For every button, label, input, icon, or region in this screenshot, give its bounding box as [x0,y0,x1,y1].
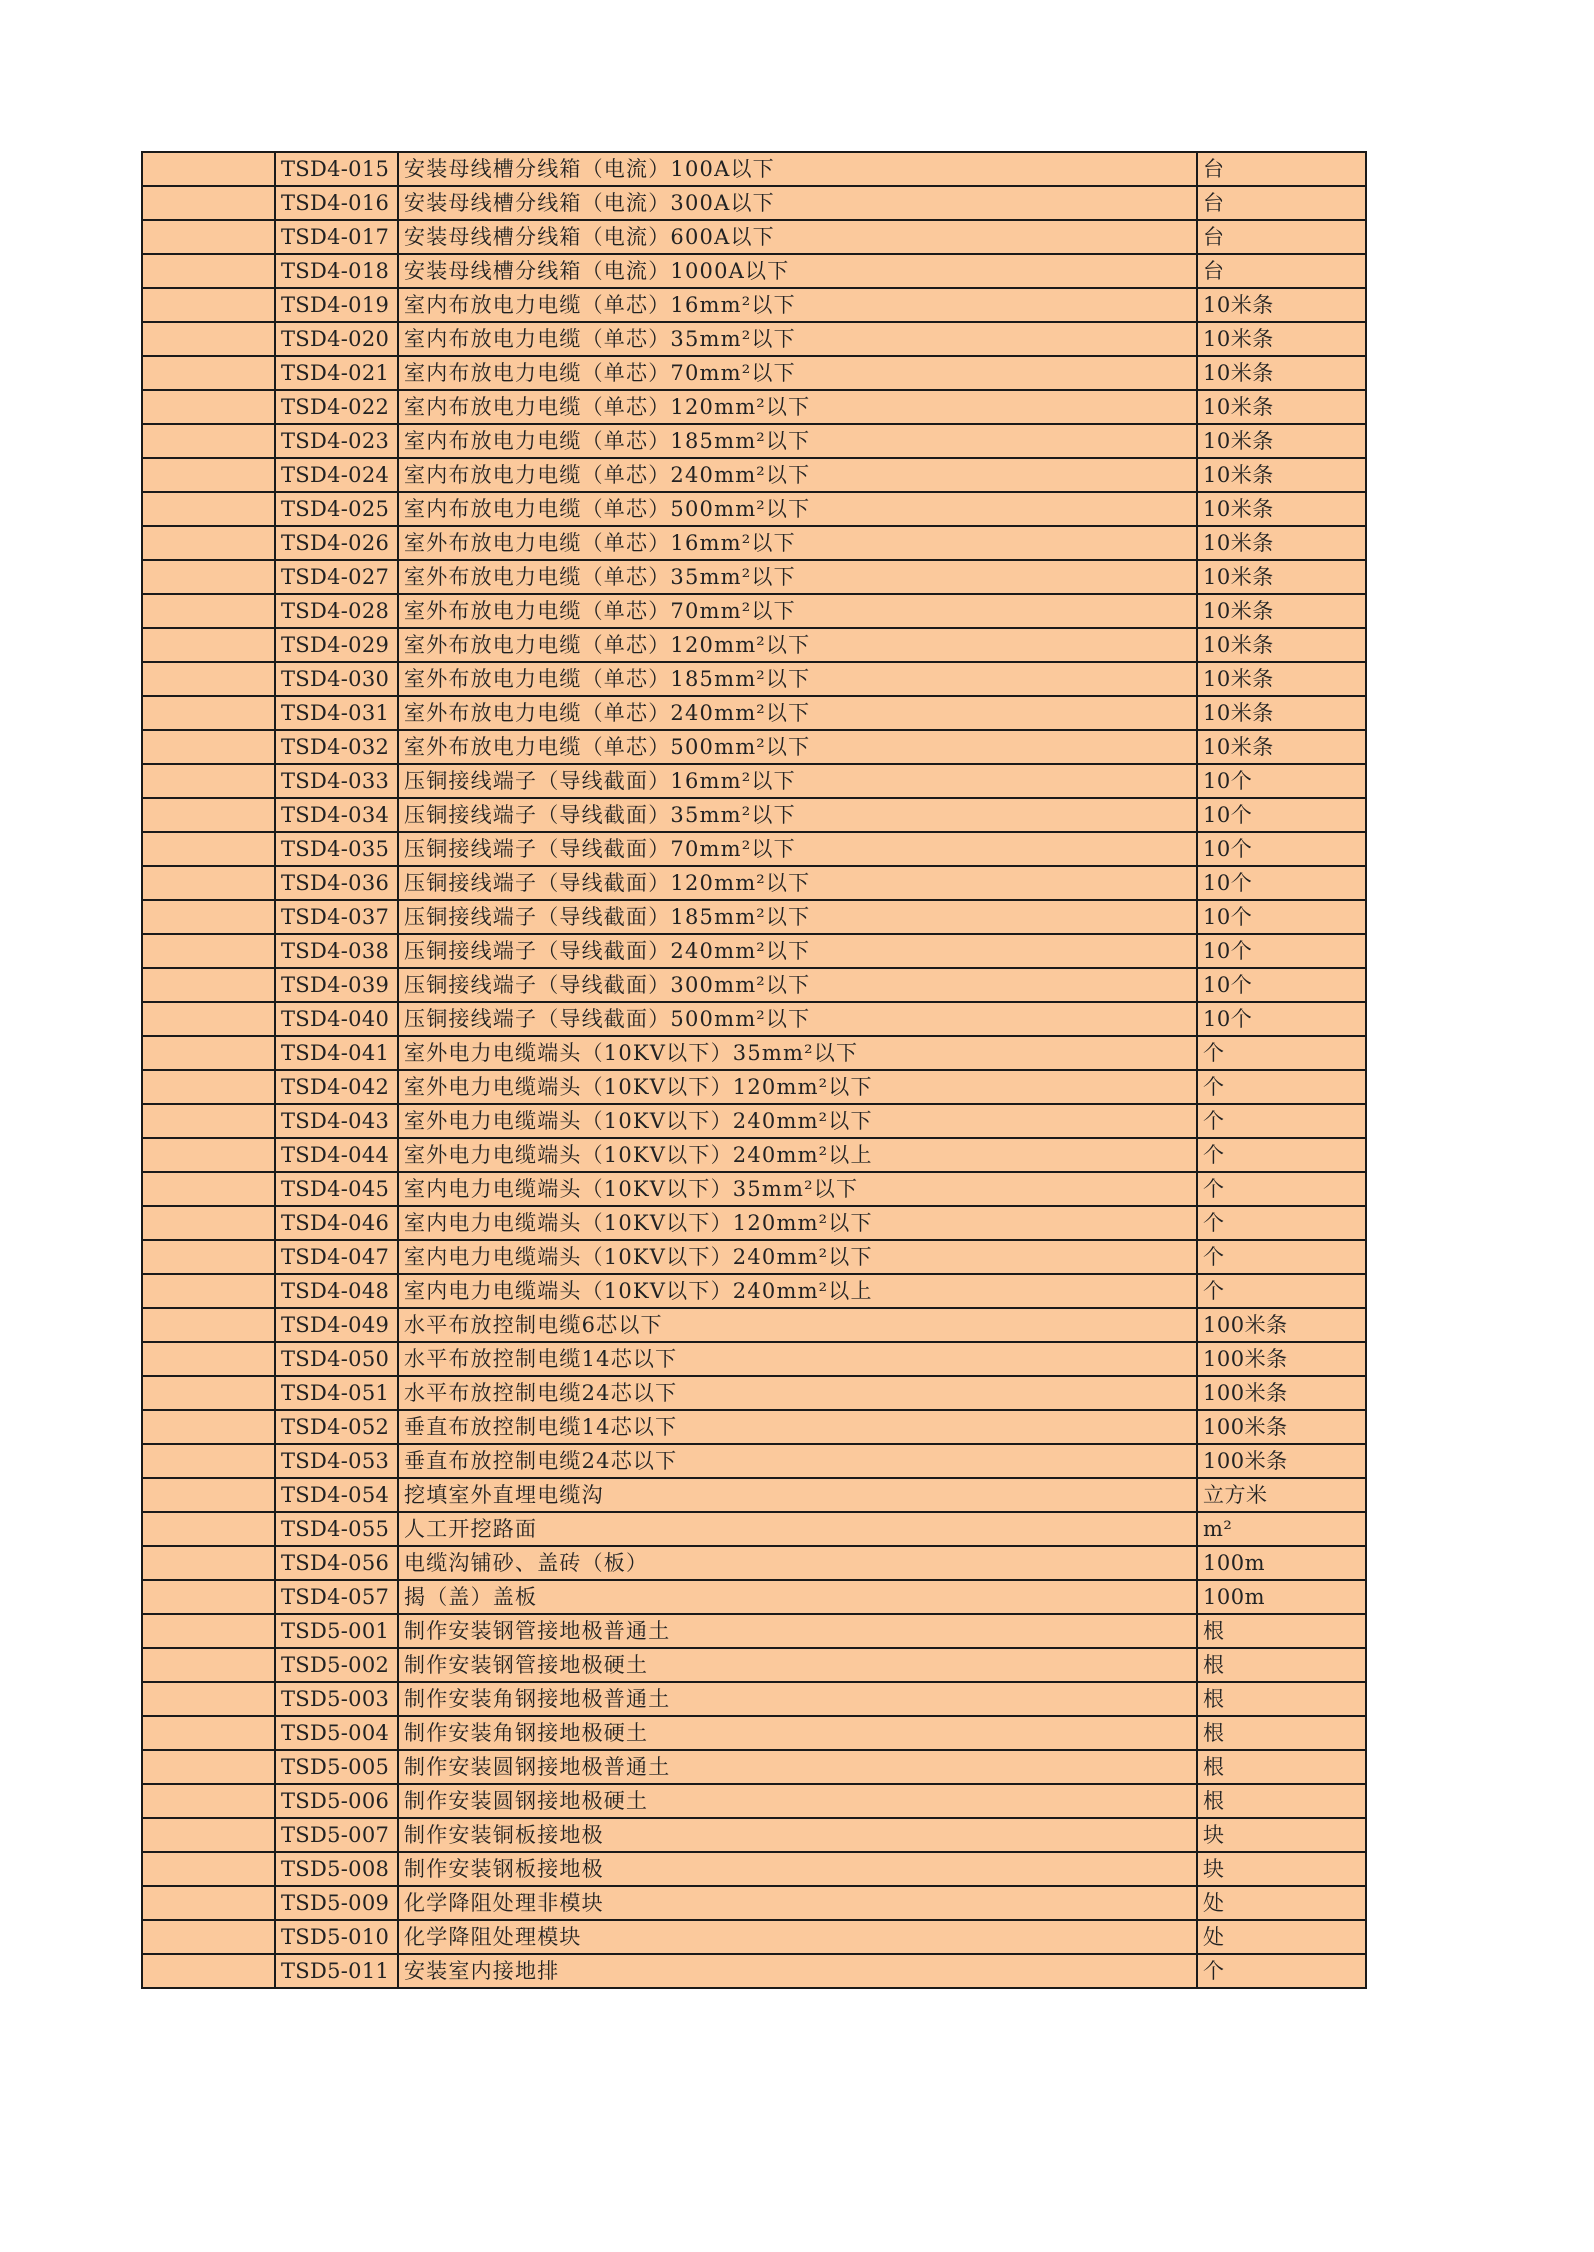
quota-table-body [142,152,1366,1988]
description-cell: 安装室内接地排 [398,1954,1197,1988]
table-row [142,730,1366,764]
unit-cell: 100米条 [1197,1342,1366,1376]
unit-cell: 10米条 [1197,288,1366,322]
unit-cell: 根 [1197,1682,1366,1716]
blank-cell [142,1852,275,1886]
unit-cell: 个 [1197,1954,1366,1988]
unit-cell: 根 [1197,1716,1366,1750]
table-row [142,764,1366,798]
blank-cell [142,764,275,798]
code-cell: TSD5-011 [275,1954,398,1988]
description-cell: 水平布放控制电缆14芯以下 [398,1342,1197,1376]
description-cell: 制作安装圆钢接地极硬土 [398,1784,1197,1818]
table-row [142,662,1366,696]
code-cell: TSD4-046 [275,1206,398,1240]
description-cell: 室内布放电力电缆（单芯）35mm²以下 [398,322,1197,356]
code-cell: TSD4-031 [275,696,398,730]
blank-cell [142,288,275,322]
description-cell: 制作安装铜板接地极 [398,1818,1197,1852]
code-cell: TSD4-042 [275,1070,398,1104]
description-cell: 室外布放电力电缆（单芯）16mm²以下 [398,526,1197,560]
unit-cell: 10米条 [1197,526,1366,560]
description-cell: 制作安装角钢接地极硬土 [398,1716,1197,1750]
table-row [142,1444,1366,1478]
blank-cell [142,1342,275,1376]
blank-cell [142,1444,275,1478]
unit-cell: 个 [1197,1274,1366,1308]
table-row [142,968,1366,1002]
table-row [142,492,1366,526]
unit-cell: m² [1197,1512,1366,1546]
description-cell: 制作安装钢管接地极普通土 [398,1614,1197,1648]
blank-cell [142,152,275,186]
unit-cell: 10个 [1197,764,1366,798]
description-cell: 室内布放电力电缆（单芯）500mm²以下 [398,492,1197,526]
unit-cell: 台 [1197,186,1366,220]
unit-cell: 10米条 [1197,424,1366,458]
description-cell: 压铜接线端子（导线截面）185mm²以下 [398,900,1197,934]
unit-cell: 个 [1197,1240,1366,1274]
unit-cell: 10米条 [1197,628,1366,662]
table-row [142,152,1366,186]
unit-cell: 10个 [1197,934,1366,968]
blank-cell [142,220,275,254]
code-cell: TSD4-056 [275,1546,398,1580]
code-cell: TSD4-054 [275,1478,398,1512]
description-cell: 室内电力电缆端头（10KV以下）240mm²以上 [398,1274,1197,1308]
blank-cell [142,1886,275,1920]
blank-cell [142,900,275,934]
table-row [142,1580,1366,1614]
description-cell: 压铜接线端子（导线截面）500mm²以下 [398,1002,1197,1036]
blank-cell [142,1172,275,1206]
table-row [142,1546,1366,1580]
unit-cell: 个 [1197,1206,1366,1240]
table-row [142,1478,1366,1512]
code-cell: TSD4-015 [275,152,398,186]
code-cell: TSD4-032 [275,730,398,764]
code-cell: TSD4-045 [275,1172,398,1206]
blank-cell [142,1206,275,1240]
unit-cell: 10米条 [1197,356,1366,390]
unit-cell: 个 [1197,1104,1366,1138]
code-cell: TSD4-041 [275,1036,398,1070]
blank-cell [142,798,275,832]
table-row [142,1172,1366,1206]
table-row [142,594,1366,628]
description-cell: 室外布放电力电缆（单芯）35mm²以下 [398,560,1197,594]
code-cell: TSD4-020 [275,322,398,356]
code-cell: TSD4-024 [275,458,398,492]
table-row [142,390,1366,424]
code-cell: TSD4-027 [275,560,398,594]
blank-cell [142,1478,275,1512]
table-row [142,1682,1366,1716]
unit-cell: 个 [1197,1036,1366,1070]
blank-cell [142,492,275,526]
blank-cell [142,1750,275,1784]
blank-cell [142,662,275,696]
table-row [142,1138,1366,1172]
table-row [142,526,1366,560]
unit-cell: 10个 [1197,832,1366,866]
table-row [142,798,1366,832]
description-cell: 室外电力电缆端头（10KV以下）35mm²以下 [398,1036,1197,1070]
description-cell: 人工开挖路面 [398,1512,1197,1546]
code-cell: TSD4-022 [275,390,398,424]
code-cell: TSD4-017 [275,220,398,254]
description-cell: 室内布放电力电缆（单芯）120mm²以下 [398,390,1197,424]
blank-cell [142,390,275,424]
code-cell: TSD4-055 [275,1512,398,1546]
blank-cell [142,696,275,730]
unit-cell: 10米条 [1197,390,1366,424]
unit-cell: 100米条 [1197,1308,1366,1342]
unit-cell: 10米条 [1197,560,1366,594]
code-cell: TSD4-040 [275,1002,398,1036]
code-cell: TSD4-049 [275,1308,398,1342]
code-cell: TSD4-033 [275,764,398,798]
description-cell: 室内布放电力电缆（单芯）185mm²以下 [398,424,1197,458]
description-cell: 室外布放电力电缆（单芯）120mm²以下 [398,628,1197,662]
blank-cell [142,1240,275,1274]
blank-cell [142,1036,275,1070]
description-cell: 制作安装角钢接地极普通土 [398,1682,1197,1716]
table-row [142,832,1366,866]
description-cell: 安装母线槽分线箱（电流）600A以下 [398,220,1197,254]
description-cell: 室内电力电缆端头（10KV以下）35mm²以下 [398,1172,1197,1206]
code-cell: TSD5-001 [275,1614,398,1648]
description-cell: 挖填室外直埋电缆沟 [398,1478,1197,1512]
table-row [142,1954,1366,1988]
code-cell: TSD5-004 [275,1716,398,1750]
unit-cell: 块 [1197,1818,1366,1852]
code-cell: TSD4-019 [275,288,398,322]
unit-cell: 10米条 [1197,730,1366,764]
table-row [142,1274,1366,1308]
code-cell: TSD4-036 [275,866,398,900]
table-row [142,186,1366,220]
blank-cell [142,1580,275,1614]
unit-cell: 100米条 [1197,1444,1366,1478]
blank-cell [142,866,275,900]
code-cell: TSD4-052 [275,1410,398,1444]
description-cell: 制作安装钢管接地极硬土 [398,1648,1197,1682]
blank-cell [142,186,275,220]
description-cell: 化学降阻处理模块 [398,1920,1197,1954]
code-cell: TSD4-050 [275,1342,398,1376]
description-cell: 压铜接线端子（导线截面）240mm²以下 [398,934,1197,968]
unit-cell: 个 [1197,1138,1366,1172]
description-cell: 压铜接线端子（导线截面）16mm²以下 [398,764,1197,798]
blank-cell [142,1070,275,1104]
blank-cell [142,832,275,866]
code-cell: TSD4-016 [275,186,398,220]
blank-cell [142,560,275,594]
description-cell: 室外布放电力电缆（单芯）240mm²以下 [398,696,1197,730]
table-row [142,1070,1366,1104]
unit-cell: 10米条 [1197,696,1366,730]
table-row [142,1614,1366,1648]
unit-cell: 10米条 [1197,322,1366,356]
blank-cell [142,1376,275,1410]
blank-cell [142,1138,275,1172]
unit-cell: 10米条 [1197,662,1366,696]
table-row [142,934,1366,968]
unit-cell: 10个 [1197,798,1366,832]
code-cell: TSD5-006 [275,1784,398,1818]
description-cell: 室内布放电力电缆（单芯）240mm²以下 [398,458,1197,492]
description-cell: 室外电力电缆端头（10KV以下）240mm²以下 [398,1104,1197,1138]
blank-cell [142,458,275,492]
code-cell: TSD4-035 [275,832,398,866]
code-cell: TSD5-003 [275,1682,398,1716]
table-row [142,900,1366,934]
blank-cell [142,356,275,390]
description-cell: 水平布放控制电缆24芯以下 [398,1376,1197,1410]
table-row [142,1716,1366,1750]
blank-cell [142,968,275,1002]
unit-cell: 处 [1197,1920,1366,1954]
code-cell: TSD4-043 [275,1104,398,1138]
blank-cell [142,1546,275,1580]
blank-cell [142,934,275,968]
blank-cell [142,1614,275,1648]
blank-cell [142,526,275,560]
description-cell: 压铜接线端子（导线截面）120mm²以下 [398,866,1197,900]
blank-cell [142,1954,275,1988]
table-row [142,1818,1366,1852]
unit-cell: 块 [1197,1852,1366,1886]
unit-cell: 10米条 [1197,492,1366,526]
table-row [142,356,1366,390]
table-row [142,1104,1366,1138]
table-row [142,220,1366,254]
description-cell: 压铜接线端子（导线截面）70mm²以下 [398,832,1197,866]
code-cell: TSD4-048 [275,1274,398,1308]
table-row [142,1750,1366,1784]
table-row [142,322,1366,356]
description-cell: 室外电力电缆端头（10KV以下）120mm²以下 [398,1070,1197,1104]
unit-cell: 100米条 [1197,1376,1366,1410]
unit-cell: 根 [1197,1784,1366,1818]
unit-cell: 处 [1197,1886,1366,1920]
blank-cell [142,1104,275,1138]
unit-cell: 10米条 [1197,458,1366,492]
description-cell: 揭（盖）盖板 [398,1580,1197,1614]
description-cell: 室外布放电力电缆（单芯）70mm²以下 [398,594,1197,628]
description-cell: 压铜接线端子（导线截面）300mm²以下 [398,968,1197,1002]
table-row [142,1376,1366,1410]
unit-cell: 10个 [1197,900,1366,934]
code-cell: TSD4-051 [275,1376,398,1410]
blank-cell [142,1818,275,1852]
table-row [142,1342,1366,1376]
blank-cell [142,1682,275,1716]
table-row [142,696,1366,730]
unit-cell: 100m [1197,1546,1366,1580]
unit-cell: 根 [1197,1614,1366,1648]
table-row [142,866,1366,900]
table-row [142,1852,1366,1886]
code-cell: TSD4-053 [275,1444,398,1478]
table-row [142,1002,1366,1036]
quota-table [141,151,1367,1989]
code-cell: TSD5-005 [275,1750,398,1784]
code-cell: TSD5-002 [275,1648,398,1682]
unit-cell: 个 [1197,1172,1366,1206]
description-cell: 压铜接线端子（导线截面）35mm²以下 [398,798,1197,832]
blank-cell [142,628,275,662]
blank-cell [142,322,275,356]
code-cell: TSD4-029 [275,628,398,662]
table-row [142,288,1366,322]
description-cell: 垂直布放控制电缆24芯以下 [398,1444,1197,1478]
code-cell: TSD4-047 [275,1240,398,1274]
code-cell: TSD4-025 [275,492,398,526]
code-cell: TSD5-007 [275,1818,398,1852]
description-cell: 电缆沟铺砂、盖砖（板） [398,1546,1197,1580]
table-row [142,1308,1366,1342]
description-cell: 室内电力电缆端头（10KV以下）240mm²以下 [398,1240,1197,1274]
code-cell: TSD4-037 [275,900,398,934]
table-row [142,1512,1366,1546]
unit-cell: 10个 [1197,866,1366,900]
code-cell: TSD4-034 [275,798,398,832]
description-cell: 室内布放电力电缆（单芯）70mm²以下 [398,356,1197,390]
blank-cell [142,594,275,628]
code-cell: TSD4-023 [275,424,398,458]
code-cell: TSD4-021 [275,356,398,390]
code-cell: TSD4-057 [275,1580,398,1614]
code-cell: TSD5-008 [275,1852,398,1886]
unit-cell: 台 [1197,152,1366,186]
description-cell: 安装母线槽分线箱（电流）1000A以下 [398,254,1197,288]
table-row [142,424,1366,458]
code-cell: TSD5-009 [275,1886,398,1920]
code-cell: TSD4-039 [275,968,398,1002]
unit-cell: 台 [1197,220,1366,254]
table-row [142,1206,1366,1240]
code-cell: TSD4-038 [275,934,398,968]
description-cell: 化学降阻处理非模块 [398,1886,1197,1920]
blank-cell [142,1648,275,1682]
code-cell: TSD4-028 [275,594,398,628]
blank-cell [142,1920,275,1954]
blank-cell [142,1308,275,1342]
description-cell: 安装母线槽分线箱（电流）100A以下 [398,152,1197,186]
blank-cell [142,1274,275,1308]
description-cell: 安装母线槽分线箱（电流）300A以下 [398,186,1197,220]
table-row [142,458,1366,492]
code-cell: TSD4-018 [275,254,398,288]
blank-cell [142,1784,275,1818]
description-cell: 垂直布放控制电缆14芯以下 [398,1410,1197,1444]
unit-cell: 100米条 [1197,1410,1366,1444]
unit-cell: 根 [1197,1750,1366,1784]
blank-cell [142,1410,275,1444]
blank-cell [142,1512,275,1546]
code-cell: TSD4-026 [275,526,398,560]
description-cell: 室内布放电力电缆（单芯）16mm²以下 [398,288,1197,322]
unit-cell: 10米条 [1197,594,1366,628]
description-cell: 室内电力电缆端头（10KV以下）120mm²以下 [398,1206,1197,1240]
table-row [142,1920,1366,1954]
table-row [142,1784,1366,1818]
table-row [142,1036,1366,1070]
unit-cell: 台 [1197,254,1366,288]
description-cell: 室外电力电缆端头（10KV以下）240mm²以上 [398,1138,1197,1172]
unit-cell: 100m [1197,1580,1366,1614]
description-cell: 制作安装钢板接地极 [398,1852,1197,1886]
unit-cell: 根 [1197,1648,1366,1682]
table-row [142,1886,1366,1920]
blank-cell [142,1002,275,1036]
blank-cell [142,1716,275,1750]
table-row [142,254,1366,288]
table-row [142,1410,1366,1444]
unit-cell: 个 [1197,1070,1366,1104]
table-row [142,628,1366,662]
code-cell: TSD4-044 [275,1138,398,1172]
table-row [142,1648,1366,1682]
code-cell: TSD4-030 [275,662,398,696]
blank-cell [142,424,275,458]
description-cell: 制作安装圆钢接地极普通土 [398,1750,1197,1784]
blank-cell [142,730,275,764]
unit-cell: 10个 [1197,1002,1366,1036]
description-cell: 水平布放控制电缆6芯以下 [398,1308,1197,1342]
code-cell: TSD5-010 [275,1920,398,1954]
unit-cell: 立方米 [1197,1478,1366,1512]
table-row [142,560,1366,594]
description-cell: 室外布放电力电缆（单芯）500mm²以下 [398,730,1197,764]
table-row [142,1240,1366,1274]
description-cell: 室外布放电力电缆（单芯）185mm²以下 [398,662,1197,696]
blank-cell [142,254,275,288]
unit-cell: 10个 [1197,968,1366,1002]
